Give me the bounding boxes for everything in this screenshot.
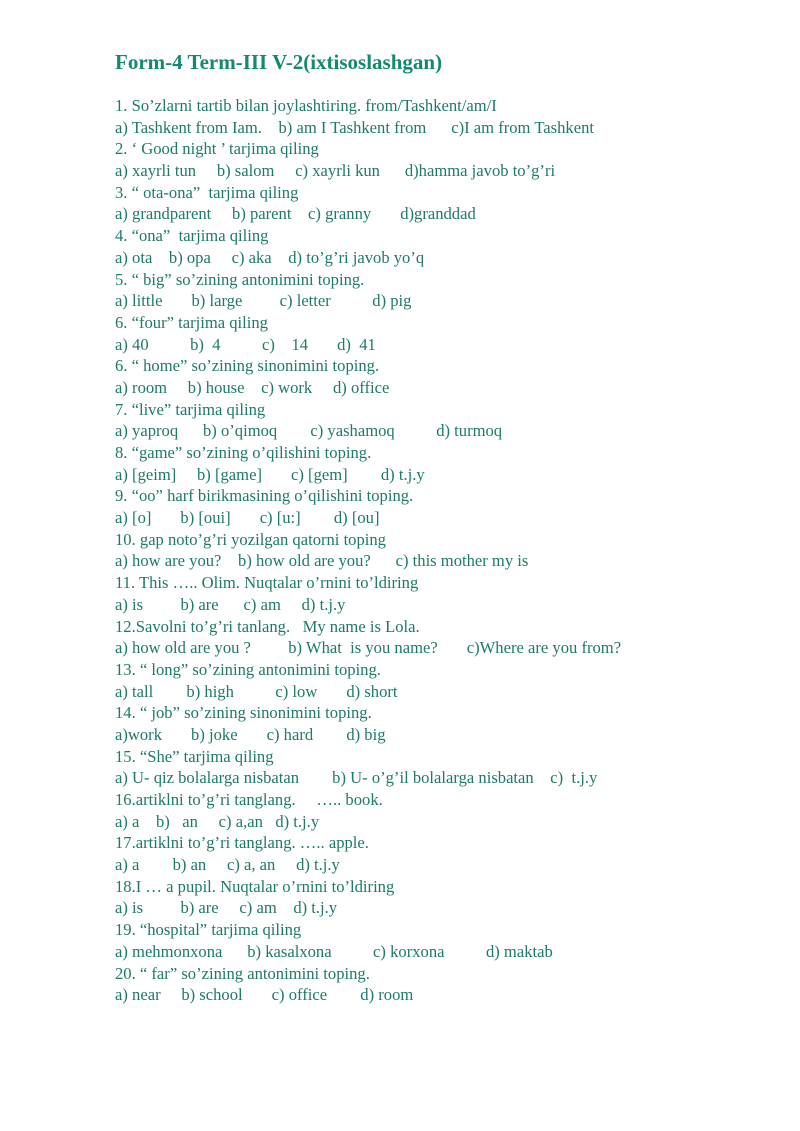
question-line: 11. This ….. Olim. Nuqtalar o’rnini to’ldiring: [115, 573, 419, 593]
answer-options-line: a) a b) an c) a,an d) t.j.y: [115, 811, 320, 831]
question-line: 6. “four” tarjima qiling: [115, 312, 268, 332]
answer-options-line: a) how old are you ? b) What is you name? c)Where are you from?: [115, 638, 622, 658]
answer-options-line: a) ota b) opa c) aka d) to’g’ri javob yo’q: [115, 247, 425, 267]
answer-options-line: a) 40 b) 4 c) 14 d) 41: [115, 334, 376, 354]
answer-options-line: a) yaproq b) o’qimoq c) yashamoq d) turmoq: [115, 421, 503, 441]
answer-options-line: a) is b) are c) am d) t.j.y: [115, 594, 346, 614]
question-line: 2. ‘ Good night ’ tarjima qiling: [115, 139, 319, 159]
answer-options-line: a) how are you? b) how old are you? c) this mother my is: [115, 551, 529, 571]
question-line: 3. “ ota-ona” tarjima qiling: [115, 182, 299, 202]
page-title: Form-4 Term-III V-2(ixtisoslashgan): [115, 50, 443, 74]
question-line: 9. “oo” harf birikmasining o’qilishini toping.: [115, 486, 414, 506]
question-line: 6. “ home” so’zining sinonimini toping.: [115, 356, 380, 376]
answer-options-line: a) little b) large c) letter d) pig: [115, 291, 412, 311]
answer-options-line: a) xayrli tun b) salom c) xayrli kun d)hamma javob to’g’ri: [115, 161, 556, 181]
question-line: 12.Savolni to’g’ri tanlang. My name is Lola.: [115, 616, 420, 636]
question-line: 14. “ job” so’zining sinonimini toping.: [115, 703, 372, 723]
question-line: 7. “live” tarjima qiling: [115, 399, 266, 419]
question-line: 17.artiklni to’g’ri tanglang. ….. apple.: [115, 833, 369, 853]
answer-options-line: a) grandparent b) parent c) granny d)granddad: [115, 204, 476, 224]
answer-options-line: a) is b) are c) am d) t.j.y: [115, 898, 338, 918]
answer-options-line: a) a b) an c) a, an d) t.j.y: [115, 855, 340, 875]
question-line: 13. “ long” so’zining antonimini toping.: [115, 659, 381, 679]
answer-options-line: a) U- qiz bolalarga nisbatan b) U- o’g’il bolalarga nisbatan c) t.j.y: [115, 768, 598, 788]
question-line: 10. gap noto’g’ri yozilgan qatorni toping: [115, 529, 386, 549]
answer-options-line: a) mehmonxona b) kasalxona c) korxona d) maktab: [115, 941, 553, 961]
question-line: 4. “ona” tarjima qiling: [115, 226, 269, 246]
answer-options-line: a) near b) school c) office d) room: [115, 985, 414, 1005]
question-line: 1. So’zlarni tartib bilan joylashtiring. from/Tashkent/am/I: [115, 96, 497, 115]
answer-options-line: a) room b) house c) work d) office: [115, 377, 390, 397]
question-line: 8. “game” so’zining o’qilishini toping.: [115, 443, 372, 462]
question-list: [115, 95, 765, 1006]
question-line: 18.I … a pupil. Nuqtalar o’rnini to’ldiring: [115, 876, 395, 896]
answer-options-line: a) tall b) high c) low d) short: [115, 681, 398, 701]
question-line: 19. “hospital” tarjima qiling: [115, 920, 302, 940]
question-line: 20. “ far” so’zining antonimini toping.: [115, 963, 370, 983]
question-line: 16.artiklni to’g’ri tanglang. ….. book.: [115, 790, 383, 809]
question-line: 5. “ big” so’zining antonimini toping.: [115, 269, 365, 289]
question-line: 15. “She” tarjima qiling: [115, 746, 274, 766]
answer-options-line: a) [geim] b) [game] c) [gem] d) t.j.y: [115, 464, 425, 484]
answer-options-line: a) Tashkent from Iam. b) am I Tashkent from c)I am from Tashkent: [115, 117, 594, 137]
answer-options-line: a)work b) joke c) hard d) big: [115, 724, 386, 744]
answer-options-line: a) [o] b) [oui] c) [u:] d) [ou]: [115, 508, 380, 528]
